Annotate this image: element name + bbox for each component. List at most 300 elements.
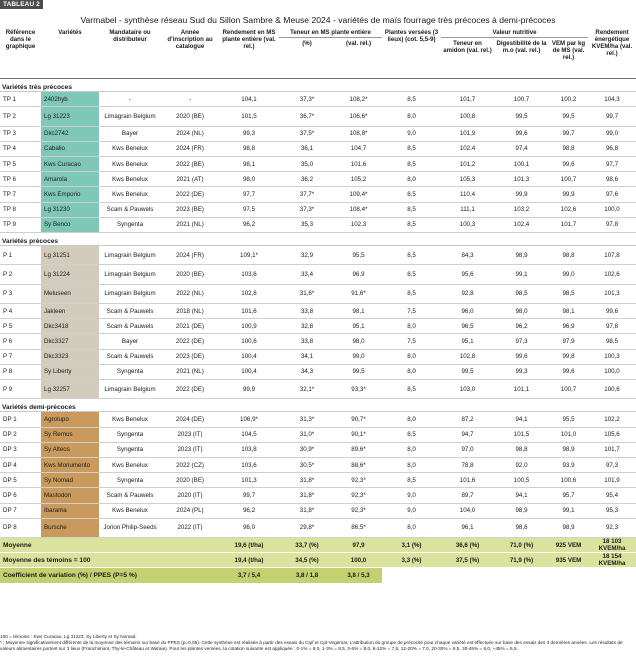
cell-yield: 101,6 <box>219 304 279 319</box>
cell-ref: P 4 <box>0 304 41 319</box>
cell-agent: Scam & Pauwels <box>99 319 161 334</box>
cell-vem: 99,5 <box>549 107 588 126</box>
cell-ref: DP 7 <box>0 503 41 518</box>
cell-digest: 94,1 <box>494 488 549 503</box>
cell-starch: 96,5 <box>441 319 494 334</box>
cell-dm-rel: 99,0 <box>335 349 382 364</box>
results-table <box>0 29 636 584</box>
cell-agent: Kws Benelux <box>99 156 161 171</box>
cell-yield: 96,2 <box>219 217 279 232</box>
cell-variety: Amarola <box>41 172 99 187</box>
cell-plants: 9,0 <box>382 503 441 518</box>
table-body <box>0 79 636 584</box>
cell-vem: 98,5 <box>549 284 588 303</box>
cell-digest: 98,9 <box>494 245 549 264</box>
cell-digest: 101,5 <box>494 427 549 442</box>
cell-plants: 8,0 <box>382 107 441 126</box>
section-title: Variétés très précoces <box>0 79 636 92</box>
cell-yield: 100,6 <box>219 334 279 349</box>
cell-agent: Kws Benelux <box>99 412 161 427</box>
header-agent: Mandataire ou distributeur <box>99 29 161 79</box>
cell-plants: 8,5 <box>382 265 441 284</box>
cell-agent: - <box>99 92 161 107</box>
cell-variety: Cabalio <box>41 141 99 156</box>
cell-variety: 2402hyb <box>41 92 99 107</box>
cell-vem: 97,9 <box>549 334 588 349</box>
cell-energy: 101,9 <box>588 473 636 488</box>
cell-year: 2022 (DE) <box>161 334 219 349</box>
cell-plants: 8,0 <box>382 518 441 537</box>
cell-agent: Kws Benelux <box>99 187 161 202</box>
cell-vem: 98,1 <box>549 304 588 319</box>
cell-year: 2020 (IT) <box>161 488 219 503</box>
table-row <box>0 473 636 488</box>
table-row <box>0 319 636 334</box>
cell-plants: 8,5 <box>382 202 441 217</box>
table-row <box>0 202 636 217</box>
cell-agent: Scam & Pauwels <box>99 488 161 503</box>
cell-dm-pct: 35,0 <box>279 156 335 171</box>
cell-starch: 99,5 <box>441 364 494 379</box>
cell-yield: 99,9 <box>219 380 279 399</box>
table-row <box>0 442 636 457</box>
cell-dm-rel: 90,1* <box>335 427 382 442</box>
cell-plants: 8,0 <box>382 364 441 379</box>
cell-variety: Lg 31224 <box>41 265 99 284</box>
cell-year: 2022 (NL) <box>161 284 219 303</box>
table-row <box>0 503 636 518</box>
summary-dm-rel: 100,0 <box>335 553 382 568</box>
cell-energy: 107,8 <box>588 245 636 264</box>
cell-dm-rel: 99,5 <box>335 364 382 379</box>
cell-digest: 100,1 <box>494 156 549 171</box>
cell-dm-rel: 90,7* <box>335 412 382 427</box>
cell-dm-rel: 92,3* <box>335 473 382 488</box>
cell-energy: 95,3 <box>588 503 636 518</box>
cell-yield: 103,6 <box>219 457 279 472</box>
cell-digest: 98,5 <box>494 284 549 303</box>
cell-dm-pct: 30,5* <box>279 457 335 472</box>
cell-starch: 110,4 <box>441 187 494 202</box>
summary-digest <box>494 568 549 583</box>
cell-dm-pct: 37,3* <box>279 92 335 107</box>
cell-vem: 100,7 <box>549 380 588 399</box>
summary-starch: 36,6 (%) <box>441 538 494 553</box>
cell-ref: TP 3 <box>0 126 41 141</box>
cell-starch: 89,7 <box>441 488 494 503</box>
cell-starch: 101,6 <box>441 473 494 488</box>
cell-vem: 99,0 <box>549 265 588 284</box>
cell-variety: Sy Liberty <box>41 364 99 379</box>
cell-variety: Bursche <box>41 518 99 537</box>
cell-agent: Scam & Pauwels <box>99 304 161 319</box>
summary-yield: 19,4 (t/ha) <box>219 553 279 568</box>
cell-agent: Limagrain Belgium <box>99 284 161 303</box>
cell-ref: P 6 <box>0 334 41 349</box>
cell-energy: 100,0 <box>588 202 636 217</box>
cell-ref: P 8 <box>0 364 41 379</box>
cell-year: 2022 (DE) <box>161 187 219 202</box>
cell-dm-pct: 31,3* <box>279 412 335 427</box>
cell-year: 2024 (DE) <box>161 412 219 427</box>
cell-energy: 100,0 <box>588 364 636 379</box>
summary-row <box>0 568 636 583</box>
cell-plants: 7,5 <box>382 334 441 349</box>
cell-plants: 8,5 <box>382 473 441 488</box>
cell-yield: 104,5 <box>219 427 279 442</box>
cell-starch: 101,7 <box>441 92 494 107</box>
cell-yield: 99,3 <box>219 126 279 141</box>
cell-energy: 97,7 <box>588 156 636 171</box>
table-row <box>0 265 636 284</box>
cell-ref: DP 4 <box>0 457 41 472</box>
cell-dm-pct: 31,8* <box>279 503 335 518</box>
cell-ref: DP 2 <box>0 427 41 442</box>
cell-ref: P 2 <box>0 265 41 284</box>
cell-starch: 104,0 <box>441 503 494 518</box>
cell-yield: 104,1 <box>219 92 279 107</box>
cell-plants: 8,5 <box>382 187 441 202</box>
cell-year: 2024 (FR) <box>161 141 219 156</box>
cell-year: 2021 (AT) <box>161 172 219 187</box>
cell-energy: 97,8 <box>588 319 636 334</box>
summary-yield: 19,6 (t/ha) <box>219 538 279 553</box>
cell-year: 2023 (DE) <box>161 349 219 364</box>
cell-vem: 101,0 <box>549 427 588 442</box>
cell-dm-rel: 95,1 <box>335 319 382 334</box>
cell-dm-pct: 36,7* <box>279 107 335 126</box>
cell-digest: 99,3 <box>494 364 549 379</box>
summary-row <box>0 553 636 568</box>
cell-dm-pct: 36,2 <box>279 172 335 187</box>
summary-energy: 18 154 KVEM/ha <box>588 553 636 568</box>
cell-agent: Syngenta <box>99 442 161 457</box>
cell-vem: 99,7 <box>549 126 588 141</box>
cell-vem: 95,5 <box>549 412 588 427</box>
cell-vem: 95,7 <box>549 488 588 503</box>
header-variety: Variétés <box>41 29 99 79</box>
summary-label: Coefficient de variation (%) / PPES (P=5 %) <box>0 568 219 583</box>
cell-vem: 96,9 <box>549 319 588 334</box>
cell-yield: 109,1* <box>219 245 279 264</box>
cell-dm-pct: 32,9 <box>279 245 335 264</box>
cell-starch: 87,2 <box>441 412 494 427</box>
table-row <box>0 349 636 364</box>
cell-variety: Lg 31230 <box>41 202 99 217</box>
cell-vem: 99,9 <box>549 187 588 202</box>
cell-digest: 98,8 <box>494 442 549 457</box>
cell-plants: 8,5 <box>382 217 441 232</box>
cell-agent: Limagrain Belgium <box>99 245 161 264</box>
cell-ref: TP 8 <box>0 202 41 217</box>
footnotes <box>0 634 634 652</box>
table-row <box>0 284 636 303</box>
cell-year: 2024 (FR) <box>161 245 219 264</box>
table-row <box>0 518 636 537</box>
cell-yield: 103,6 <box>219 265 279 284</box>
cell-year: 2021 (NL) <box>161 217 219 232</box>
cell-agent: Kws Benelux <box>99 172 161 187</box>
cell-starch: 95,6 <box>441 265 494 284</box>
cell-digest: 100,5 <box>494 473 549 488</box>
cell-yield: 103,8 <box>219 442 279 457</box>
cell-energy: 98,5 <box>588 334 636 349</box>
cell-ref: DP 8 <box>0 518 41 537</box>
cell-dm-pct: 31,6* <box>279 284 335 303</box>
cell-digest: 101,3 <box>494 172 549 187</box>
cell-digest: 98,0 <box>494 304 549 319</box>
cell-starch: 101,9 <box>441 126 494 141</box>
cell-energy: 92,3 <box>588 518 636 537</box>
cell-digest: 99,9 <box>494 187 549 202</box>
cell-starch: 101,2 <box>441 156 494 171</box>
cell-digest: 92,0 <box>494 457 549 472</box>
cell-variety: Lg 32257 <box>41 380 99 399</box>
cell-energy: 99,0 <box>588 126 636 141</box>
cell-plants: 8,5 <box>382 141 441 156</box>
cell-ref: TP 4 <box>0 141 41 156</box>
cell-energy: 105,6 <box>588 427 636 442</box>
cell-plants: 8,0 <box>382 442 441 457</box>
cell-variety: Sy Nomad <box>41 473 99 488</box>
cell-dm-rel: 96,9 <box>335 265 382 284</box>
cell-dm-pct: 33,8 <box>279 334 335 349</box>
header-energy: Rendement énergétique KVEM/ha (val. rel.) <box>588 29 636 79</box>
table-row <box>0 92 636 107</box>
cell-digest: 96,2 <box>494 319 549 334</box>
cell-dm-rel: 88,6* <box>335 457 382 472</box>
cell-yield: 101,3 <box>219 473 279 488</box>
table-row <box>0 488 636 503</box>
cell-plants: 8,5 <box>382 92 441 107</box>
cell-agent: Kws Benelux <box>99 141 161 156</box>
cell-vem: 100,7 <box>549 172 588 187</box>
cell-dm-rel: 91,6* <box>335 284 382 303</box>
header-digest: Digestibilité de la m.o (val. rel.) <box>494 38 549 79</box>
cell-variety: Dkc3323 <box>41 349 99 364</box>
cell-dm-pct: 36,1 <box>279 141 335 156</box>
cell-energy: 100,3 <box>588 349 636 364</box>
cell-dm-rel: 108,4* <box>335 202 382 217</box>
cell-year: 2020 (BE) <box>161 473 219 488</box>
cell-yield: 98,8 <box>219 141 279 156</box>
cell-ref: P 5 <box>0 319 41 334</box>
cell-plants: 8,5 <box>382 245 441 264</box>
summary-dm-rel: 3,8 / 5,3 <box>335 568 382 583</box>
section-title: Variétés demi-précoces <box>0 399 636 412</box>
cell-dm-pct: 35,3 <box>279 217 335 232</box>
cell-ref: P 1 <box>0 245 41 264</box>
cell-agent: Syngenta <box>99 473 161 488</box>
cell-energy: 95,4 <box>588 488 636 503</box>
cell-ref: TP 2 <box>0 107 41 126</box>
cell-dm-pct: 37,7* <box>279 187 335 202</box>
cell-vem: 101,7 <box>549 217 588 232</box>
cell-starch: 96,1 <box>441 518 494 537</box>
cell-agent: Scam & Pauwels <box>99 202 161 217</box>
cell-vem: 93,9 <box>549 457 588 472</box>
cell-variety: Lg 31223 <box>41 107 99 126</box>
summary-label: Moyenne <box>0 538 219 553</box>
cell-year: 2022 (BE) <box>161 156 219 171</box>
summary-vem: 925 VEM <box>549 538 588 553</box>
header-yield: Rendement en MS plante entière (val. rel.) <box>219 29 279 79</box>
cell-variety: Kws Curacao <box>41 156 99 171</box>
cell-vem: 99,6 <box>549 364 588 379</box>
cell-dm-rel: 89,6* <box>335 442 382 457</box>
cell-energy: 97,3 <box>588 457 636 472</box>
table-row <box>0 126 636 141</box>
summary-vem: 935 VEM <box>549 553 588 568</box>
header-starch: Teneur en amidon (val. rel.) <box>441 38 494 79</box>
summary-plants <box>382 568 441 583</box>
cell-yield: 106,9* <box>219 412 279 427</box>
cell-dm-pct: 31,0* <box>279 427 335 442</box>
cell-agent: Kws Benelux <box>99 457 161 472</box>
cell-vem: 98,8 <box>549 141 588 156</box>
cell-dm-rel: 108,8* <box>335 126 382 141</box>
cell-starch: 105,3 <box>441 172 494 187</box>
cell-vem: 100,6 <box>549 473 588 488</box>
cell-vem: 102,6 <box>549 202 588 217</box>
summary-dm-pct: 33,7 (%) <box>279 538 335 553</box>
cell-variety: Kws Emporio <box>41 187 99 202</box>
cell-dm-rel: 105,2 <box>335 172 382 187</box>
cell-ref: DP 5 <box>0 473 41 488</box>
cell-agent: Limagrain Belgium <box>99 380 161 399</box>
cell-ref: TP 7 <box>0 187 41 202</box>
cell-vem: 98,8 <box>549 245 588 264</box>
cell-variety: Lg 31251 <box>41 245 99 264</box>
footnote-controls: 100 = témoins : Kws Curacao, Lg 31223, Sy Liberty et Sy Nomad. <box>0 634 137 639</box>
cell-dm-pct: 33,4 <box>279 265 335 284</box>
cell-variety: Sy Remus <box>41 427 99 442</box>
cell-energy: 102,2 <box>588 412 636 427</box>
table-row <box>0 107 636 126</box>
summary-yield: 3,7 / 5,4 <box>219 568 279 583</box>
cell-year: 2023 (IT) <box>161 442 219 457</box>
cell-energy: 99,6 <box>588 304 636 319</box>
cell-digest: 94,1 <box>494 412 549 427</box>
cell-year: 2021 (NL) <box>161 364 219 379</box>
cell-year: 2024 (PL) <box>161 503 219 518</box>
cell-plants: 8,5 <box>382 156 441 171</box>
cell-agent: Syngenta <box>99 427 161 442</box>
cell-variety: Agrolupo <box>41 412 99 427</box>
cell-energy: 101,7 <box>588 442 636 457</box>
cell-agent: Kws Benelux <box>99 503 161 518</box>
cell-digest: 98,6 <box>494 518 549 537</box>
cell-starch: 102,8 <box>441 349 494 364</box>
footnote-significance: * : Moyenne significativement différente de la moyenne des témoins sur base du PPES (p=0,05). Cette synthèse est réalisée à partir des essais du Cipf et Cpl-Vegemar. L’attribution du groupe de précocité pour chaque variété est effectuée sur base des essais des 3 dernières années. Les résultats de valeurs alimentaires portent sur 3 lieux (Franchimont, Thy-le-Château et Waraie). Pour les plantes versées, la cotation suivante est appliquée : 0-1% = 9,0, 1-3% = 8,5, 3-6% = 8,0, 6-12% = 7,5, 12-20% = 7,0, 20-30% = 6,5, 30-45% = 6,0, +45% = 5,5. <box>0 640 623 651</box>
cell-digest: 97,3 <box>494 334 549 349</box>
cell-yield: 102,8 <box>219 284 279 303</box>
cell-dm-rel: 106,6* <box>335 107 382 126</box>
cell-variety: Ibarama <box>41 503 99 518</box>
table-row <box>0 412 636 427</box>
cell-yield: 101,5 <box>219 107 279 126</box>
cell-starch: 97,0 <box>441 442 494 457</box>
cell-agent: Limagrain Belgium <box>99 265 161 284</box>
cell-year: 2023 (BE) <box>161 202 219 217</box>
cell-starch: 100,3 <box>441 217 494 232</box>
cell-digest: 99,1 <box>494 265 549 284</box>
cell-dm-pct: 29,8* <box>279 518 335 537</box>
cell-agent: Bayer <box>99 334 161 349</box>
cell-vem: 98,9 <box>549 442 588 457</box>
cell-dm-rel: 93,3* <box>335 380 382 399</box>
header-dm-group: Teneur en MS plante entière <box>279 29 382 38</box>
cell-ref: DP 3 <box>0 442 41 457</box>
cell-year: 2020 (BE) <box>161 107 219 126</box>
cell-variety: Jakleen <box>41 304 99 319</box>
cell-variety: Sy Benco <box>41 217 99 232</box>
cell-dm-pct: 32,1* <box>279 380 335 399</box>
table-row <box>0 245 636 264</box>
cell-starch: 78,8 <box>441 457 494 472</box>
cell-starch: 92,8 <box>441 284 494 303</box>
cell-energy: 99,7 <box>588 107 636 126</box>
cell-dm-rel: 92,3* <box>335 488 382 503</box>
summary-label: Moyenne des témoins = 100 <box>0 553 219 568</box>
cell-variety: Kws Monumento <box>41 457 99 472</box>
cell-energy: 96,8 <box>588 141 636 156</box>
cell-plants: 8,0 <box>382 457 441 472</box>
cell-ref: TP 5 <box>0 156 41 171</box>
cell-variety: Meluseen <box>41 284 99 303</box>
cell-energy: 104,3 <box>588 92 636 107</box>
cell-digest: 98,9 <box>494 503 549 518</box>
cell-ref: TP 1 <box>0 92 41 107</box>
cell-vem: 98,9 <box>549 518 588 537</box>
cell-year: 2021 (DE) <box>161 319 219 334</box>
cell-year: 2020 (BE) <box>161 265 219 284</box>
cell-starch: 94,7 <box>441 427 494 442</box>
cell-variety: Dkc2742 <box>41 126 99 141</box>
cell-vem: 99,1 <box>549 503 588 518</box>
cell-plants: 8,0 <box>382 412 441 427</box>
header-ref: Référence dans le graphique <box>0 29 41 79</box>
cell-dm-rel: 98,1 <box>335 304 382 319</box>
cell-plants: 8,5 <box>382 427 441 442</box>
cell-ref: P 7 <box>0 349 41 364</box>
page-title: Varmabel - synthèse réseau Sud du Sillon Sambre & Meuse 2024 - variétés de maïs fourrage très précoces à demi-précoces <box>80 15 556 25</box>
cell-plants: 9,0 <box>382 126 441 141</box>
cell-plants: 8,5 <box>382 284 441 303</box>
cell-dm-rel: 92,3* <box>335 503 382 518</box>
cell-vem: 100,2 <box>549 92 588 107</box>
table-row <box>0 457 636 472</box>
cell-ref: DP 1 <box>0 412 41 427</box>
table-row <box>0 364 636 379</box>
header-dm-pct: (%) <box>279 38 335 79</box>
cell-yield: 100,4 <box>219 364 279 379</box>
summary-digest: 71,0 (%) <box>494 538 549 553</box>
cell-starch: 111,1 <box>441 202 494 217</box>
table-row <box>0 141 636 156</box>
cell-digest: 102,4 <box>494 217 549 232</box>
table-row <box>0 172 636 187</box>
cell-yield: 100,4 <box>219 349 279 364</box>
cell-agent: Scam & Pauwels <box>99 349 161 364</box>
cell-variety: Sy Alteos <box>41 442 99 457</box>
table-row <box>0 304 636 319</box>
header-year: Année d’inscription au catalogue <box>161 29 219 79</box>
section-title: Variétés précoces <box>0 232 636 245</box>
table-row <box>0 380 636 399</box>
cell-digest: 103,2 <box>494 202 549 217</box>
cell-ref: P 9 <box>0 380 41 399</box>
